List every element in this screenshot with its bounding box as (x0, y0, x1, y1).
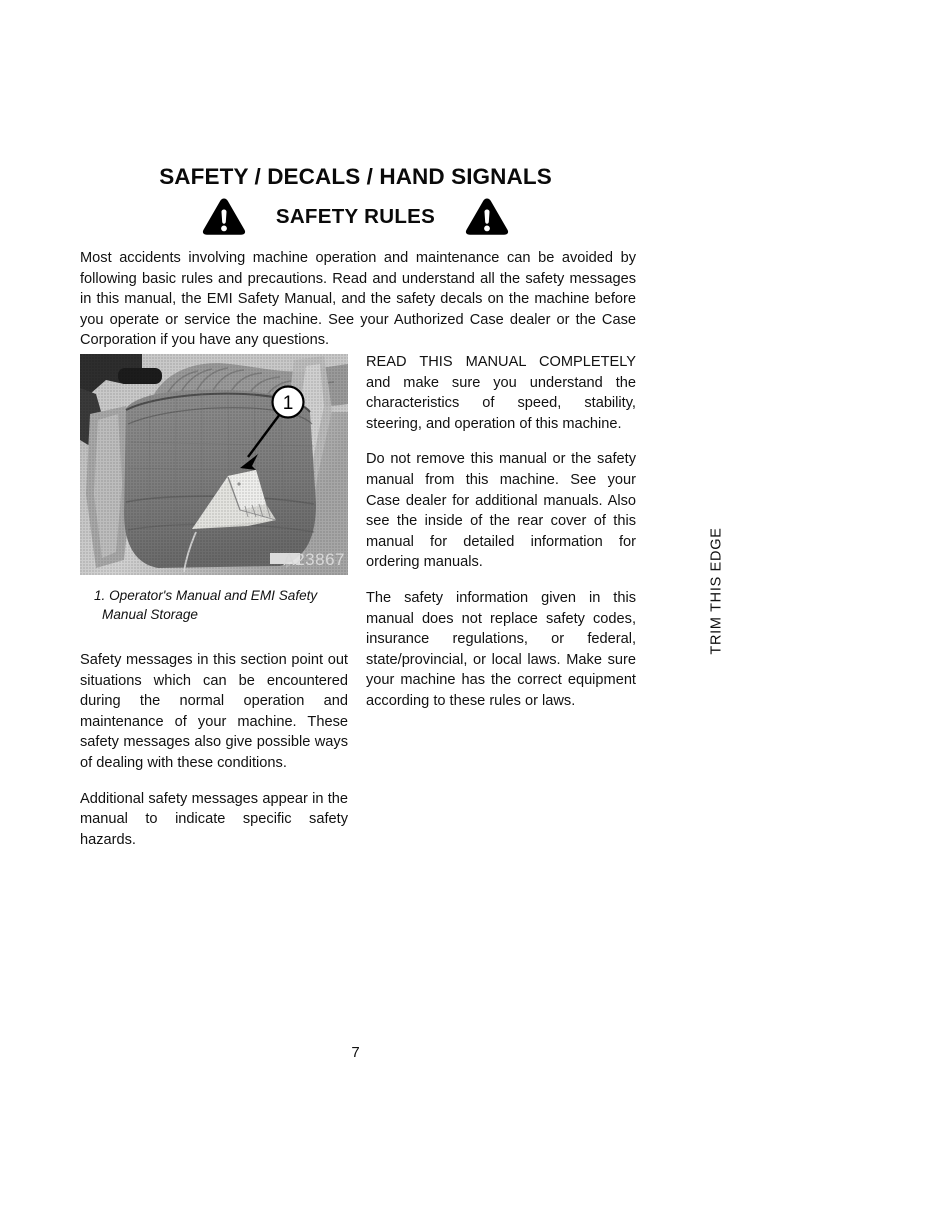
safety-rules-heading (0, 197, 711, 236)
page-title: SAFETY / DECALS / HAND SIGNALS (159, 164, 552, 189)
trim-edge-label: TRIM THIS EDGE (709, 527, 725, 655)
right-column (366, 352, 636, 712)
svg-text:1: 1 (282, 393, 294, 414)
warning-triangle-icon (202, 197, 246, 236)
safety-rules-label: SAFETY RULES (275, 204, 436, 228)
figure-caption: 1. Operator's Manual and EMI Safety Manual Storage (94, 588, 318, 622)
intro-paragraph: Most accidents involving machine operation and maintenance can be avoided by following basic rules and precautions. Read and understand all the safety messages in this manual, the EMI Safety Manual, and the safety decals on the machine before you operate or service the machine. See your Authorized Case dealer or the Case Corporation if you have any questions. (80, 250, 636, 349)
left-column (80, 354, 348, 850)
trim-edge-marker (706, 516, 728, 666)
warning-triangle-icon (465, 197, 509, 236)
paragraph: Do not remove this manual or the safety manual from this machine. See your Case dealer for additional manuals. Also see the inside of the rear cover of this manual for detailed information for ordering manuals. (366, 451, 636, 571)
figure-watermark: A23867 (283, 550, 345, 569)
callout-balloon-1 (273, 387, 304, 418)
paragraph: The safety information given in this manual does not replace safety codes, insurance regulations, or federal, state/provincial, or local laws. Make sure your machine has the correct equipment according to these rules or laws. (366, 589, 636, 709)
paragraph: Additional safety messages appear in the manual to indicate specific safety hazards. (80, 790, 348, 848)
page-number: 7 (351, 1044, 360, 1061)
paragraph: READ THIS MANUAL COMPLETELY and make sure you understand the characteristics of speed, stability, steering, and operation of this machine. (366, 354, 636, 432)
figure-photo (80, 354, 348, 575)
paragraph: Safety messages in this section point out situations which can be encountered during the normal operation and maintenance of your machine. These safety messages also give possible ways of dealing with these conditions. (80, 652, 348, 771)
left-column-body (80, 650, 348, 850)
